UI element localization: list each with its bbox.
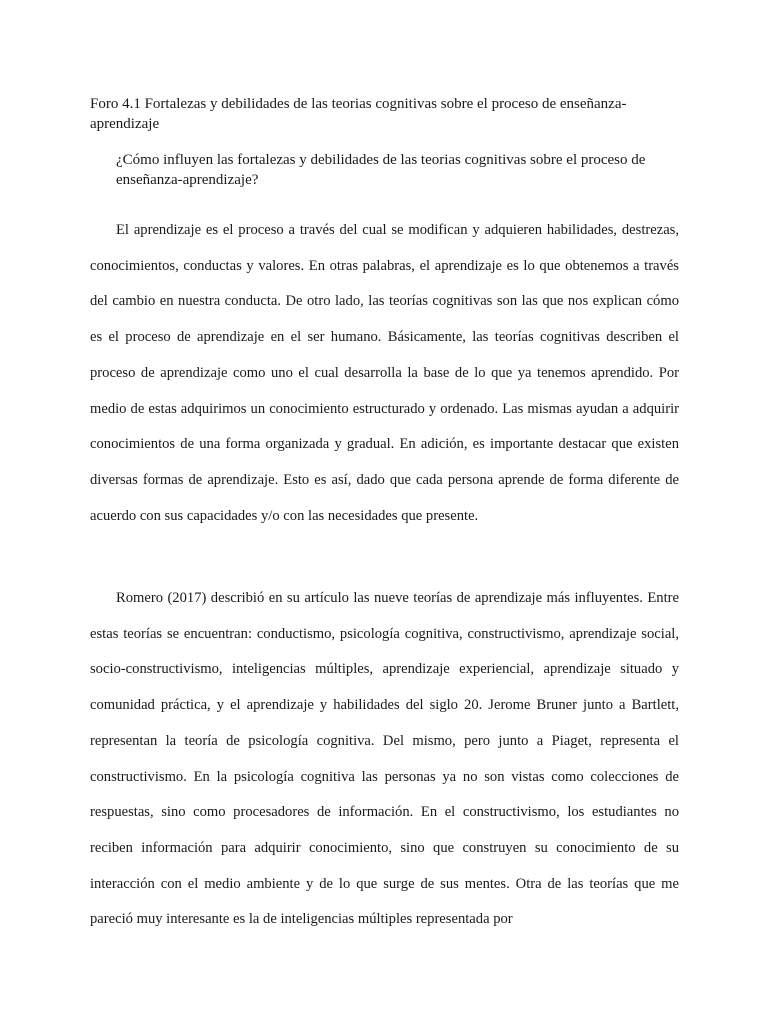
body-paragraph-1: El aprendizaje es el proceso a través del cual se modifican y adquieren habilidades, destrezas, conocimientos, conductas y valores. En otras palabras, el aprendizaje es lo que obtenemos a través del cambio en nuestra conducta. De otro lado, las teorías cognitivas son las que nos explican cómo es el proceso de aprendizaje en el ser humano. Básicamente, las teorías cognitivas describen el proceso de aprendizaje como uno el cual desarrolla la base de lo que ya tenemos aprendido. Por medio de estas adquirimos un conocimiento estructurado y ordenado. Las mismas ayudan a adquirir conocimientos de una forma organizada y gradual. En adición, es importante destacar que existen diversas formas de aprendizaje. Esto es así, dado que cada persona aprende de forma diferente de acuerdo con sus capacidades y/o con las necesidades que presente. — [90, 222, 679, 524]
forum-question: ¿Cómo influyen las fortalezas y debilidades de las teorias cognitivas sobre el proceso de enseñanza-aprendizaje? — [116, 152, 646, 188]
body-paragraph-2: Romero (2017) describió en su artículo las nueve teorías de aprendizaje más influyentes. Entre estas teorías se encuentran: conductismo, psicología cognitiva, constructivismo, aprendizaje social, socio-constructivismo, inteligencias múltiples, aprendizaje experiencial, aprendizaje situado y comunidad práctica, y el aprendizaje y habilidades del siglo 20. Jerome Bruner junto a Bartlett, representan la teoría de psicología cognitiva. Del mismo, pero junto a Piaget, representa el constructivismo. En la psicología cognitiva las personas ya no son vistas como colecciones de respuestas, sino como procesadores de información. En el constructivismo, los estudiantes no reciben información para adquirir conocimiento, sino que construyen su conocimiento de su interacción con el medio ambiente y de lo que surge de sus mentes. Otra de las teorías que me pareció muy interesante es la de inteligencias múltiples representada por — [90, 590, 679, 928]
document-title: Foro 4.1 Fortalezas y debilidades de las teorias cognitivas sobre el proceso de enseñanza-aprendizaje — [90, 96, 627, 132]
